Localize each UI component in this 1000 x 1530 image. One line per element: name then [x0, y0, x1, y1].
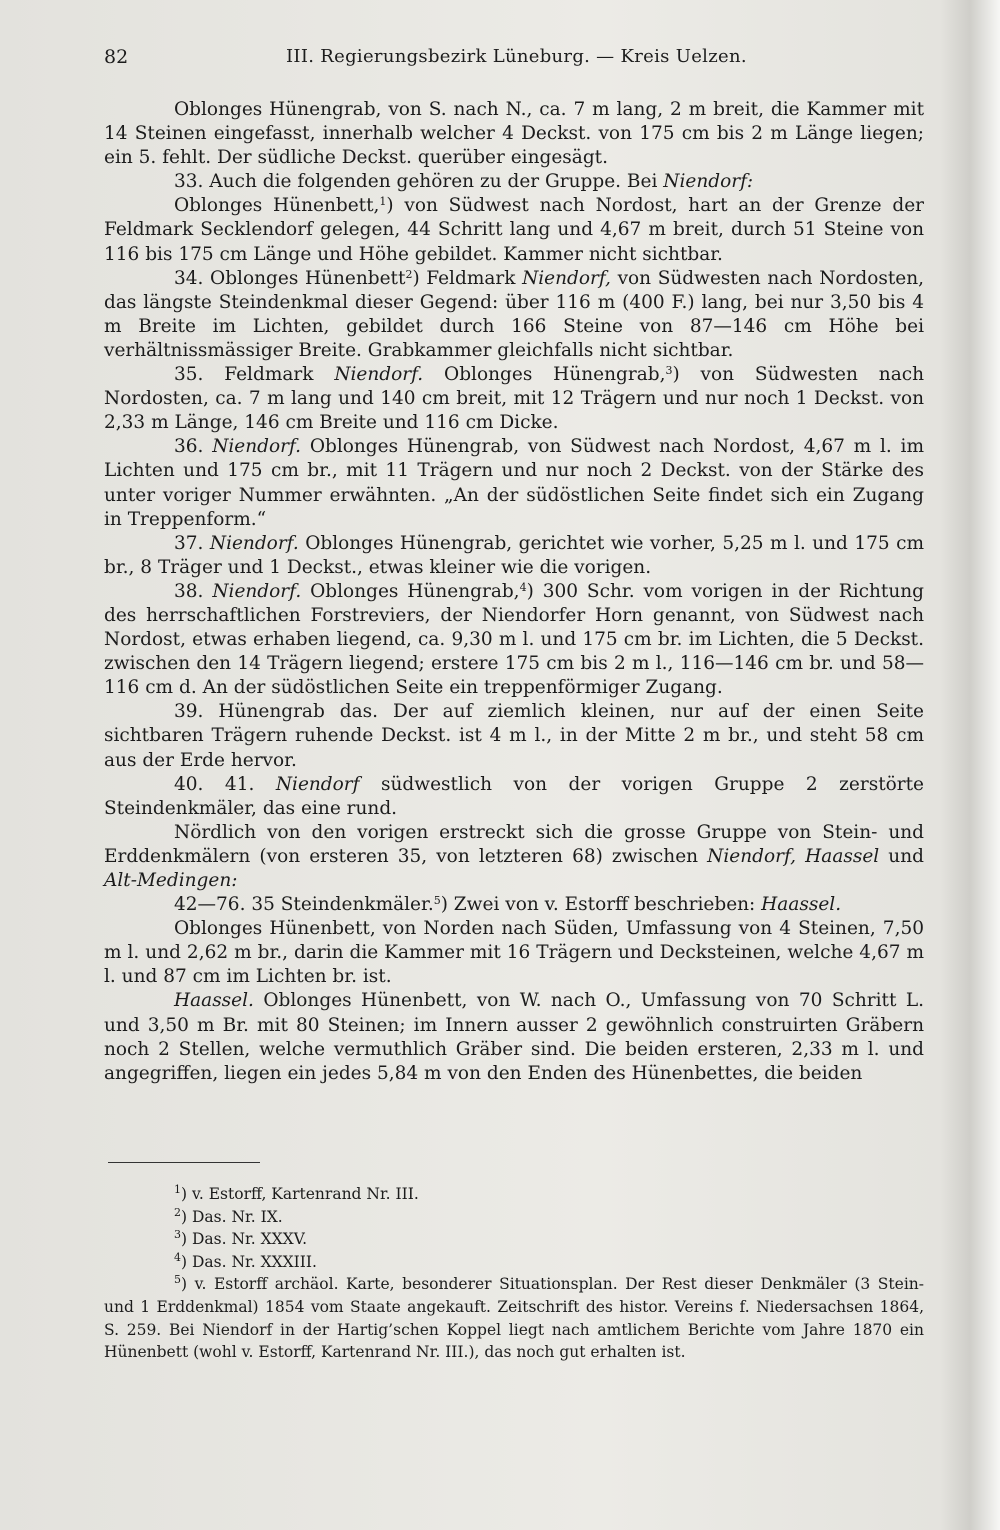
footnote — [104, 1206, 924, 1229]
italic-text: Haassel. — [174, 990, 254, 1012]
footnote-text: ) Das. Nr. IX. — [181, 1207, 283, 1226]
text-run: 39. Hünengrab das. Der auf ziemlich kleinen, nur auf der einen Seite sichtbaren Trägern ruhende Deckst. ist 4 m l., in der Mitte 2 m br., und steht 58 cm aus der Erde hervor. — [104, 701, 924, 771]
footnotes — [104, 1183, 924, 1364]
text-run: südwestlich von der vorigen Gruppe 2 zerstörte Steindenkmäler, das eine rund. — [104, 773, 924, 819]
text-run: 42—76. 35 Steindenkmäler. — [174, 894, 434, 916]
text-run: Oblonges Hünengrab, — [301, 580, 520, 602]
text-run: ) von Südwest nach Nordost, hart an der Grenze der Feldmark Secklendorf gelegen, 44 Schritt lang und 4,67 m breit, durch 51 Steine von 116 bis 175 cm Länge und Höhe gebildet. Kammer nicht sichtbar. — [104, 195, 924, 265]
text-run — [796, 846, 805, 867]
footnote-text: ) Das. Nr. XXXIII. — [181, 1252, 317, 1271]
footnote-mark: 2 — [174, 1205, 181, 1219]
text-run: Oblonges Hünengrab, von S. nach N., ca. 7 m lang, 2 m breit, die Kammer mit 14 Steinen eingefasst, innerhalb welcher 4 Deckst. von 175 cm bis 2 m Länge liegen; ein 5. fehlt. Der südliche Deckst. querüber eingesägt. — [104, 99, 924, 169]
footnote-rule — [108, 1162, 260, 1163]
paragraph — [104, 194, 924, 266]
footnote — [104, 1273, 924, 1363]
footnote-ref: 2 — [405, 267, 413, 281]
footnote-ref: 1 — [379, 195, 387, 209]
footnote-text: ) v. Estorff archäol. Karte, besonderer Situationsplan. Der Rest dieser Denkmäler (3 Stein- und 1 Erddenkmal) 1854 vom Staate angekauft. Zeitschrift des histor. Vereins f. Niedersachsen 1864, S. 259. Bei Niendorf in der Hartig’schen Koppel liegt nach amtlichem Berichte vom Jahre 1870 ein Hünenbett (wohl v. Estorff, Kartenrand Nr. III.), das noch gut erhalten ist. — [104, 1275, 924, 1362]
paragraph — [104, 435, 924, 531]
text-run: 37. — [174, 532, 210, 554]
footnote — [104, 1251, 924, 1274]
italic-text: Niendorf: — [663, 171, 754, 193]
italic-text: Niendorf. — [212, 580, 302, 602]
footnote-mark: 5 — [174, 1273, 181, 1287]
italic-text: Niendorf. — [334, 364, 424, 386]
page-header — [104, 46, 924, 76]
text-run: Oblonges Hünengrab, von Südwest nach Nordost, 4,67 m l. im Lichten und 175 cm br., mit 11 Trägern und nur noch 2 Deckst. von der Stärke des unter voriger Nummer erwähnten. „An der südöstlichen Seite findet sich ein Zugang in Treppenform.“ — [104, 436, 924, 530]
text-run: ) 300 Schr. vom vorigen in der Richtung des herrschaftlichen Forstreviers, der Niendorfer Horn genannt, von Südwest nach Nordost, etwas erhaben liegend, ca. 9,30 m l. und 175 cm br. im Lichten, die 5 Deckst. zwischen den 14 Trägern liegend; erstere 175 cm bis 2 m l., 116—146 cm br. und 58—116 cm d. An der südöstlichen Seite ein treppenförmiger Zugang. — [104, 580, 925, 699]
italic-text: Niendorf — [275, 773, 360, 795]
text-run: 34. Oblonges Hünenbett — [174, 267, 406, 289]
paragraph — [104, 989, 924, 1085]
footnote-text: ) Das. Nr. XXXV. — [181, 1230, 308, 1249]
text-run: Oblonges Hünenbett, von Norden nach Süden, Umfassung von 4 Steinen, 7,50 m l. und 2,62 m br., darin die Kammer mit 16 Trägern und Decksteinen, welche 4,67 m l. und 87 cm im Lichten br. ist. — [104, 918, 924, 988]
italic-text: Niendorf, — [707, 845, 797, 867]
body-text — [104, 98, 924, 1086]
italic-text: Haassel. — [761, 894, 842, 916]
paragraph — [104, 363, 924, 435]
text-run: 40. 41. — [174, 773, 276, 795]
italic-text: Niendorf, — [522, 267, 611, 289]
italic-text: Alt-Medingen: — [104, 870, 238, 891]
paragraph — [104, 267, 924, 363]
text-run: und — [879, 845, 924, 867]
footnote-mark: 4 — [174, 1250, 181, 1264]
paragraph — [104, 917, 924, 989]
paragraph — [104, 893, 924, 917]
paragraph — [104, 98, 924, 170]
text-run: Oblonges Hünengrab, — [423, 364, 666, 386]
text-run: ) Feldmark — [412, 267, 523, 289]
footnote-text: ) v. Estorff, Kartenrand Nr. III. — [181, 1185, 419, 1203]
text-run: ) von Südwesten nach Nordosten, ca. 7 m lang und 140 cm breit, mit 12 Trägern und nur noch 1 Deckst. von 2,33 m Länge, 146 cm Breite und 116 cm Dicke. — [104, 364, 924, 434]
paragraph — [104, 773, 924, 821]
text-run: Oblonges Hünengrab, gerichtet wie vorher, 5,25 m l. und 175 cm br., 8 Träger und 1 Deckst., etwas kleiner wie die vorigen. — [104, 532, 924, 578]
paragraph — [104, 580, 924, 700]
footnote-mark: 3 — [174, 1228, 181, 1242]
text-run: Oblonges Hünenbett, von W. nach O., Umfassung von 70 Schritt L. und 3,50 m Br. mit 80 Steinen; im Innern ausser 2 gewöhnlich construirten Gräbern noch 2 Stellen, welche vermuthlich Gräber sind. Die beiden ersteren, 2,33 m l. und angegriffen, liegen ein jedes 5,84 m von den Enden des Hünenbettes, die beiden — [104, 990, 924, 1084]
text-run: ) Zwei von v. Estorff beschrieben: — [440, 894, 762, 916]
text-run: Nördlich von den vorigen erstreckt sich die grosse Gruppe von Stein- und Erddenkmälern (von ersteren 35, von letzteren 68) zwischen — [104, 821, 924, 867]
page-number: 82 — [104, 46, 129, 68]
paragraph — [104, 532, 924, 580]
footnote — [104, 1183, 924, 1206]
footnote-ref: 4 — [519, 580, 527, 594]
text-run: 38. — [174, 580, 213, 602]
paragraph — [104, 821, 924, 893]
footnote — [104, 1228, 924, 1251]
italic-text: Haassel — [805, 845, 880, 867]
text-run: 36. — [174, 436, 213, 458]
running-head: III. Regierungsbezirk Lüneburg. — Kreis Uelzen. — [286, 46, 747, 67]
footnote-ref: 3 — [665, 364, 673, 378]
footnote-mark: 1 — [174, 1183, 181, 1196]
footnote-ref: 5 — [433, 894, 441, 908]
paragraph — [104, 170, 924, 194]
italic-text: Niendorf. — [212, 436, 302, 458]
text-run: Oblonges Hünenbett, — [174, 195, 380, 217]
italic-text: Niendorf. — [209, 532, 299, 554]
text-run: 35. Feldmark — [174, 364, 335, 386]
text-run: von Südwesten nach Nordosten, das längste Steindenkmal dieser Gegend: über 116 m (400 F.) lang, bei nur 3,50 bis 4 m Breite im Lichten, gebildet durch 166 Steine von 87—146 cm Höhe bei verhältnissmässiger Breite. Grabkammer gleichfalls nicht sichtbar. — [104, 267, 925, 361]
paragraph — [104, 700, 924, 772]
text-run: 33. Auch die folgenden gehören zu der Gruppe. Bei — [174, 171, 664, 193]
